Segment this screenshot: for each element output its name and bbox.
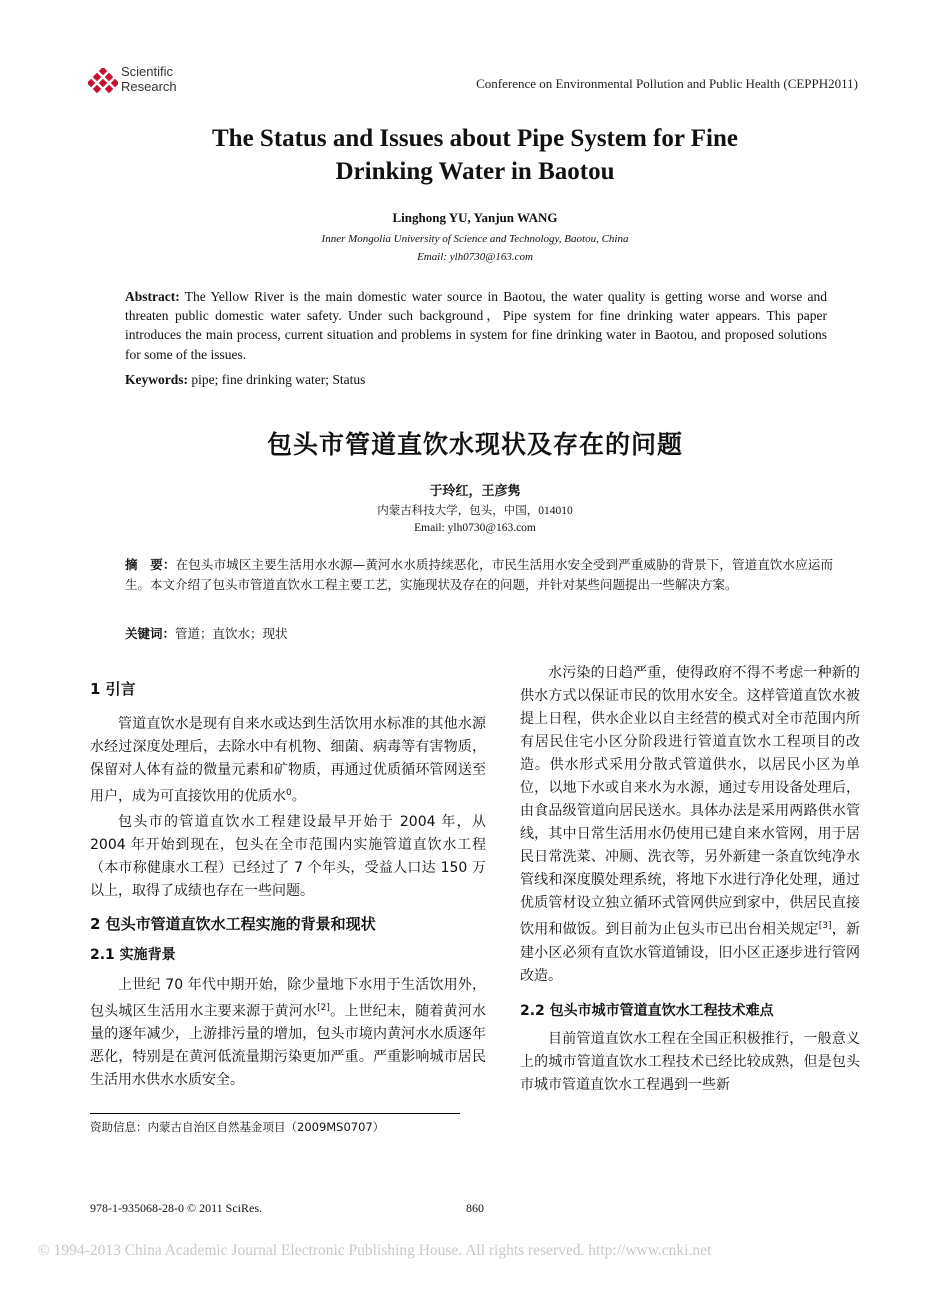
conference-name: Conference on Environmental Pollution and Public Health (CEPPH2011) [476, 76, 858, 91]
section-1-paragraph-2: 包头市的管道直饮水工程建设最早开始于 2004 年，从 2004 年开始到现在，包头在全市范围内实施管道直饮水工程（本市称健康水工程）已经过了 7 个年头，受益人口达 150 万以上，取得了成绩也存在一些问题。 [90, 813, 486, 899]
section-2-2-paragraph-1: 目前管道直饮水工程在全国正积极推行，一般意义上的城市管道直饮水工程技术已经比较成熟，但是包头市城市管道直饮水工程遇到一些新 [520, 1030, 860, 1093]
chinese-keywords-label: 关键词： [125, 626, 176, 641]
section-2-1-paragraph-1-continued: 。上世纪末，随着黄河水量的逐年减少，上游排污量的增加，包头市境内黄河水水质逐年恶化，特别是在黄河低流量期污染更加严重。严重影响城市居民生活用水供水水质安全。 [90, 1003, 487, 1089]
citation-ref: 0 [286, 788, 292, 798]
section-1-paragraph-1 [90, 713, 486, 809]
right-paragraph-1 [520, 662, 860, 988]
section-1-heading: 1 引言 [90, 680, 136, 698]
chinese-affiliation: 内蒙古科技大学，包头，中国，014010 [377, 505, 573, 517]
citation-ref: [2] [317, 1002, 330, 1013]
english-email: Email: ylh0730@163.com [417, 251, 533, 263]
chinese-authors: 于玲红，王彦隽 [429, 484, 521, 499]
right-paragraph-1-end: ，新建小区必须有直饮水管道铺设，旧小区正逐步进行管网改造。 [520, 921, 861, 984]
english-abstract [125, 287, 827, 364]
chinese-title: 包头市管道直饮水现状及存在的问题 [266, 430, 683, 459]
body-left-column [90, 672, 486, 1092]
section-1-paragraph-1-end: 。 [291, 788, 306, 805]
right-paragraph-1-text: 水污染的日趋严重，使得政府不得不考虑一种新的供水方式以保证市民的饮用水安全。这样管道直饮水被提上日程，供水企业以自主经营的模式对全市范围内所有居民住宅小区分阶段进行管道直饮水工程项目的改造。供水形式采用分散式管道供水，以居民小区为单位，以地下水或自来水为水源，通过专用设备处理后，由食品级管道向居民送水。具体办法是采用两路供水管线，其中日常生活用水仍使用已建自来水管网，用于居民日常洗菜、冲厕、洗衣等，另外新建一条直饮纯净水管线和深度膜处理系统，将地下水进行净化处理，通过优质管材设立独立循环式管网供应到家中，供居民直接饮用和做饭。到目前为止包头市已出台相关规定 [520, 665, 860, 938]
chinese-keywords [125, 624, 827, 642]
chinese-email: Email: ylh0730@163.com [414, 522, 536, 534]
body-right-column [520, 662, 860, 1097]
publisher-logo [88, 62, 228, 102]
english-title-line1: The Status and Issues about Pipe System for Fine [211, 125, 738, 152]
keywords-text: pipe; fine drinking water; Status [188, 372, 366, 387]
publisher-name-line2: Research [121, 79, 177, 94]
chinese-abstract-text: 在包头市城区主要生活用水水源—黄河水水质持续恶化，市民生活用水安全受到严重威胁的背景下，管道直饮水应运而生。本文介绍了包头市管道直饮水工程主要工艺，实施现状及存在的问题，并针对某些问题提出一些解决方案。 [125, 557, 833, 592]
isbn-line: 978-1-935068-28-0 © 2011 SciRes. [90, 1201, 262, 1215]
chinese-keywords-text: 管道；直饮水；现状 [175, 626, 288, 641]
section-2-1-heading: 2.1 实施背景 [90, 946, 176, 963]
cnki-watermark: © 1994-2013 China Academic Journal Electronic Publishing House. All rights reserved. http://www.cnki.net [38, 1242, 712, 1259]
publisher-name-line1: Scientific [121, 64, 174, 79]
abstract-text: The Yellow River is the main domestic water source in Baotou, the water quality is getting worse and worse and threaten public domestic water safety. Under such background，Pipe system for fine drinking water appears. This paper introduces the main process, current situation and problems in system for fine drinking water in Baotou, and proposed solutions for some of the issues. [125, 289, 827, 362]
chinese-abstract [125, 555, 833, 594]
chinese-abstract-label: 摘 要： [125, 557, 176, 572]
section-2-1-paragraph-1 [90, 974, 486, 1093]
footnote-divider [90, 1113, 460, 1114]
english-affiliation: Inner Mongolia University of Science and Technology, Baotou, China [321, 233, 629, 245]
english-title [100, 122, 850, 188]
english-title-line2: Drinking Water in Baotou [335, 158, 615, 185]
citation-ref: [3] [818, 921, 832, 931]
funding-footnote: 资助信息：内蒙古自治区自然基金项目（2009MS0707） [90, 1120, 385, 1134]
section-2-heading: 2 包头市管道直饮水工程实施的背景和现状 [90, 914, 376, 933]
english-authors: Linghong YU, Yanjun WANG [392, 210, 558, 225]
section-2-1-paragraph-1-text: 上世纪 70 年代中期开始，除少量地下水用于生活饮用外，包头城区生活用水主要来源于黄河水 [90, 976, 486, 1020]
keywords-label: Keywords: [125, 372, 188, 387]
scientific-research-logo-icon [88, 68, 118, 96]
section-2-2-heading: 2.2 包头市城市管道直饮水工程技术难点 [520, 1002, 774, 1019]
page-number: 860 [466, 1201, 484, 1215]
english-keywords [125, 372, 827, 388]
section-1-paragraph-1-text: 管道直饮水是现有自来水或达到生活饮用水标准的其他水源水经过深度处理后，去除水中有机物、细菌、病毒等有害物质，保留对人体有益的微量元素和矿物质，再通过优质循环管网送至用户，成为可直接饮用的优质水 [90, 716, 486, 805]
abstract-label: Abstract: [125, 289, 180, 304]
